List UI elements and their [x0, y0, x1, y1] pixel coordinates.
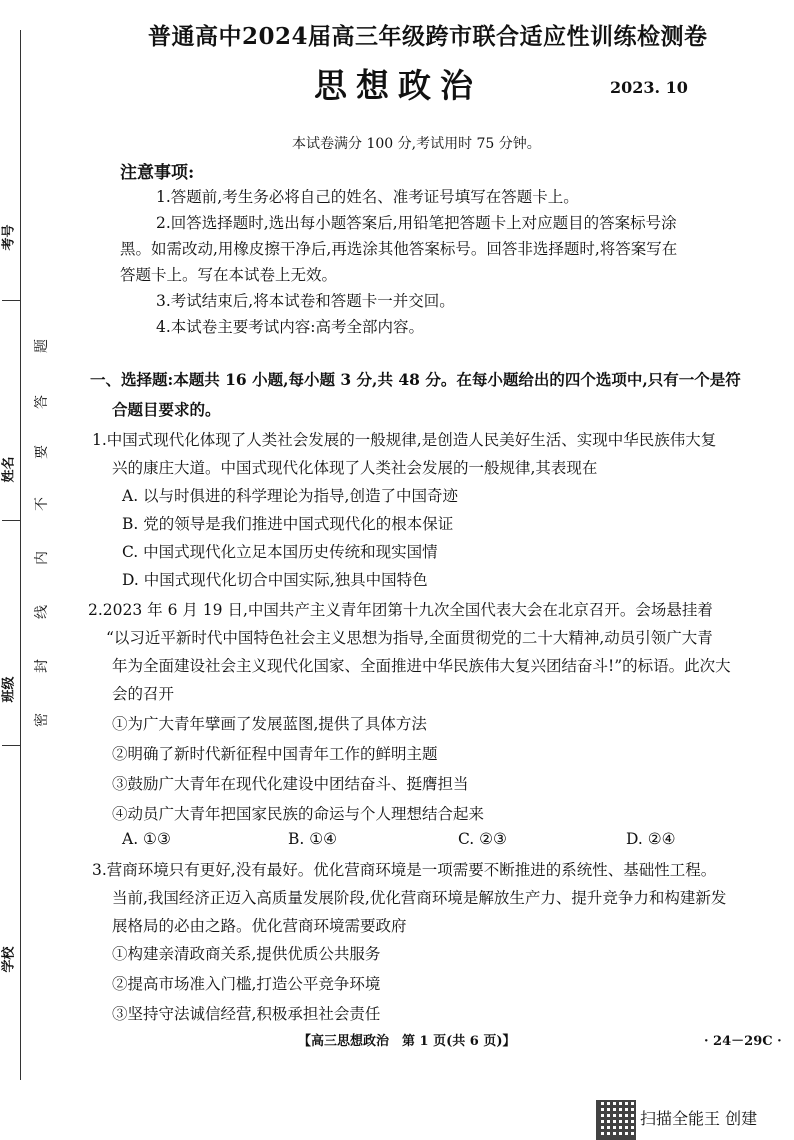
exam-no-label: 考号: [1, 224, 17, 251]
q2-stem-cont: 年为全面建设社会主义现代化国家、全面推进中华民族伟大复兴团结奋斗!”的标语。此次大: [112, 657, 731, 675]
exam-date: 2023. 10: [610, 78, 688, 97]
q3-stem-cont: 当前,我国经济正迈入高质量发展阶段,优化营商环境是解放生产力、提升竞争力和构建新发: [112, 889, 727, 907]
subject-title: 思想政治: [314, 66, 482, 105]
q2-statement-3: ③鼓励广大青年在现代化建设中团结奋斗、挺膺担当: [112, 775, 469, 793]
qr-code-icon: [596, 1100, 636, 1140]
seal-line: [20, 30, 21, 1080]
q2-option-a: A. ①③: [122, 830, 171, 848]
q1-stem-cont: 兴的康庄大道。中国式现代化体现了人类社会发展的一般规律,其表现在: [112, 459, 598, 477]
q2-option-c: C. ②③: [458, 830, 507, 848]
exam-title: 普通高中2024届高三年级跨市联合适应性训练检测卷: [148, 23, 708, 50]
binding-sidebar: [0, 0, 60, 1124]
seal-char: 答: [34, 395, 50, 409]
score-note: 本试卷满分 100 分,考试用时 75 分钟。: [292, 136, 541, 152]
seal-char: 内: [34, 551, 50, 565]
name-blank: [2, 520, 20, 521]
q1-option-b: B. 党的领导是我们推进中国式现代化的根本保证: [122, 515, 454, 533]
page-footer: 【高三思想政治 第 1 页(共 6 页)】: [298, 1034, 516, 1049]
notice-line: 1.答题前,考生务必将自己的姓名、准考证号填写在答题卡上。: [156, 188, 579, 206]
q3-stem: 3.营商环境只有更好,没有最好。优化营商环境是一项需要不断推进的系统性、基础性工程。: [92, 861, 717, 879]
class-label: 班级: [1, 676, 17, 703]
notice-line: 答题卡上。写在本试卷上无效。: [120, 266, 338, 284]
name-label: 姓名: [1, 456, 17, 483]
notice-line: 黑。如需改动,用橡皮擦干净后,再选涂其他答案标号。回答非选择题时,将答案写在: [120, 240, 678, 258]
q3-statement-2: ②提高市场准入门槛,打造公平竞争环境: [112, 975, 381, 993]
section-heading: 一、选择题:本题共 16 小题,每小题 3 分,共 48 分。在每小题给出的四个选项中,只有一个是符: [90, 370, 741, 389]
q2-stem: 2.2023 年 6 月 19 日,中国共产主义青年团第十九次全国代表大会在北京召开。会场悬挂着: [88, 601, 713, 619]
notice-line: 4.本试卷主要考试内容:高考全部内容。: [156, 318, 425, 336]
seal-char: 题: [34, 339, 50, 353]
q2-option-d: D. ②④: [626, 830, 676, 848]
q2-options: [122, 830, 782, 852]
notice-line: 3.考试结束后,将本试卷和答题卡一并交回。: [156, 292, 455, 310]
q2-stem-cont: “以习近平新时代中国特色社会主义思想为指导,全面贯彻党的二十大精神,动员引领广大青: [106, 629, 713, 647]
q2-statement-4: ④动员广大青年把国家民族的命运与个人理想结合起来: [112, 805, 485, 823]
q3-stem-cont: 展格局的必由之路。优化营商环境需要政府: [112, 917, 407, 935]
notice-title: 注意事项:: [120, 163, 195, 183]
seal-char: 要: [34, 445, 50, 459]
q1-option-a: A. 以与时俱进的科学理论为指导,创造了中国奇迹: [122, 487, 458, 505]
class-blank: [2, 745, 20, 746]
q1-option-c: C. 中国式现代化立足本国历史传统和现实国情: [122, 543, 438, 561]
q1-stem: 1.中国式现代化体现了人类社会发展的一般规律,是创造人民美好生活、实现中华民族伟大复: [92, 431, 717, 449]
school-label: 学校: [1, 946, 17, 973]
q2-stem-cont: 会的召开: [112, 685, 175, 703]
seal-char: 密: [34, 713, 50, 727]
q3-statement-1: ①构建亲清政商关系,提供优质公共服务: [112, 945, 381, 963]
exam-no-blank: [2, 300, 20, 301]
seal-char: 封: [34, 659, 50, 673]
q2-statement-1: ①为广大青年擘画了发展蓝图,提供了具体方法: [112, 715, 427, 733]
q3-statement-3: ③坚持守法诚信经营,积极承担社会责任: [112, 1005, 381, 1023]
q2-option-b: B. ①④: [288, 830, 338, 848]
seal-char: 线: [34, 605, 50, 619]
notice-line: 2.回答选择题时,选出每小题答案后,用铅笔把答题卡上对应题目的答案标号涂: [156, 214, 677, 232]
scanner-watermark: 扫描全能王 创建: [640, 1109, 758, 1128]
q2-statement-2: ②明确了新时代新征程中国青年工作的鲜明主题: [112, 745, 438, 763]
seal-char: 不: [34, 497, 50, 511]
section-heading-cont: 合题目要求的。: [112, 400, 221, 419]
q1-option-d: D. 中国式现代化切合中国实际,独具中国特色: [122, 571, 428, 589]
paper-code: · 24－29C ·: [704, 1034, 782, 1049]
